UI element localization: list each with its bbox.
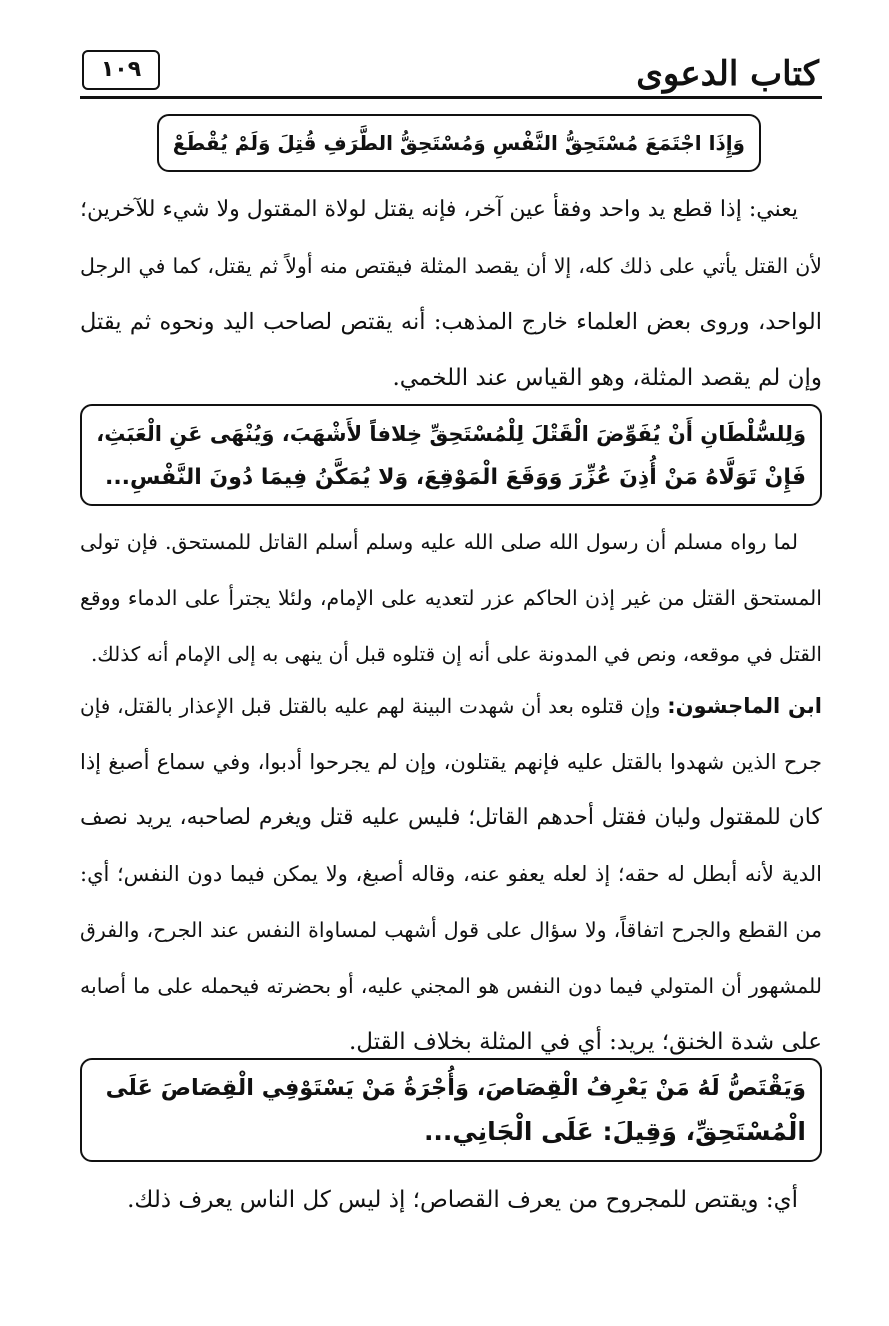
paragraph-lead-name: ابن الماجشون: bbox=[667, 694, 822, 718]
text-line-rest: وإن قتلوه بعد أن شهدت البينة لهم عليه بالقتل قبل الإعذار بالقتل، فإن bbox=[80, 694, 661, 718]
text-line: يعني: إذا قطع يد واحد وفقأ عين آخر، فإنه يقتل لولاة المقتول ولا شيء للآخرين؛ bbox=[80, 197, 798, 222]
text-line: لما رواه مسلم أن رسول الله صلى الله عليه وسلم أسلم القاتل للمستحق. فإن تولى bbox=[80, 530, 798, 554]
text-line: جرح الذين شهدوا بالقتل عليه فإنهم يقتلون، وإن لم يجرحوا أدبوا، وفي سماع أصبغ إذا bbox=[80, 750, 822, 774]
text-line bbox=[80, 678, 822, 734]
text-line: على شدة الخنق؛ يريد: أي في المثلة بخلاف القتل. bbox=[348, 1029, 822, 1055]
matn-line: الْمُسْتَحِقِّ، وَقِيلَ: عَلَى الْجَانِي... bbox=[423, 1117, 806, 1146]
commentary-paragraph-4 bbox=[80, 1172, 822, 1228]
matn-box-2 bbox=[80, 404, 822, 506]
text-line: كان للمقتول وليان فقتل أحدهم القاتل؛ فليس عليه قتل ويغرم لصاحبه، يريد نصف bbox=[80, 805, 822, 830]
matn-line: وَلِلسُّلْطَانِ أَنْ يُفَوِّضَ الْقَتْلَ لِلْمُسْتَحِقِّ خِلافاً لأَشْهَبَ، وَيُنْهَى عَنِ الْعَبَثِ، bbox=[96, 422, 806, 446]
text-line: الدية لأنه أبطل له حقه؛ إذ لعله يعفو عنه، وقاله أصبغ، ولا يمكن فيما دون النفس؛ أي: bbox=[80, 862, 822, 886]
header-divider bbox=[80, 96, 822, 99]
matn-box-3 bbox=[80, 1058, 822, 1162]
matn-line: وَإِذَا اجْتَمَعَ مُسْتَحِقُّ النَّفْسِ وَمُسْتَحِقُّ الطَّرَفِ قُتِلَ وَلَمْ يُقْطَعْ bbox=[172, 131, 745, 155]
text-line: المستحق القتل من غير إذن الحاكم عزر لتعديه على الإمام، ولئلا يجترأ على الدماء ووقع bbox=[80, 586, 822, 610]
matn-box-1 bbox=[157, 114, 761, 172]
text-line: القتل في موقعه، ونص في المدونة على أنه إن قتلوه قبل أن ينهى به إلى الإمام أنه كذلك. bbox=[90, 642, 822, 666]
text-line: أي: ويقتص للمجروح من يعرف القصاص؛ إذ ليس كل الناس يعرف ذلك. bbox=[127, 1187, 798, 1213]
text-line: لأن القتل يأتي على ذلك كله، إلا أن يقصد المثلة فيقتص منه أولاً ثم يقتل، كما في الرجل bbox=[80, 254, 822, 278]
text-line: من القطع والجرح اتفاقاً، ولا سؤال على قول أشهب لمساواة النفس عند الجرح، والفرق bbox=[80, 918, 822, 942]
commentary-paragraph-3 bbox=[80, 678, 822, 1070]
text-line: للمشهور أن المتولي فيما دون النفس هو المجني عليه، أو بحضرته فيحمله على ما أصابه bbox=[80, 974, 822, 998]
text-line: وإن لم يقصد المثلة، وهو القياس عند اللخمي. bbox=[392, 365, 822, 391]
matn-line: وَيَقْتَصُّ لَهُ مَنْ يَعْرِفُ الْقِصَاصَ، وَأُجْرَةُ مَنْ يَسْتَوْفِي الْقِصَاصَ عَلَى bbox=[105, 1075, 806, 1101]
text-line: الواحد، وروى بعض العلماء خارج المذهب: أنه يقتص لصاحب اليد ونحوه ثم يقتل bbox=[80, 309, 822, 335]
commentary-paragraph-1 bbox=[80, 182, 822, 406]
running-header-title: كتاب الدعوى bbox=[636, 54, 819, 94]
matn-line: فَإِنْ تَوَلَّاهُ مَنْ أُذِنَ عُزِّرَ وَوَقَعَ الْمَوْقِعَ، وَلا يُمَكَّنُ فِيمَا دُونَ النَّفْسِ... bbox=[104, 465, 806, 490]
page-number-box: ١٠٩ bbox=[82, 50, 160, 90]
commentary-paragraph-2 bbox=[80, 514, 822, 682]
